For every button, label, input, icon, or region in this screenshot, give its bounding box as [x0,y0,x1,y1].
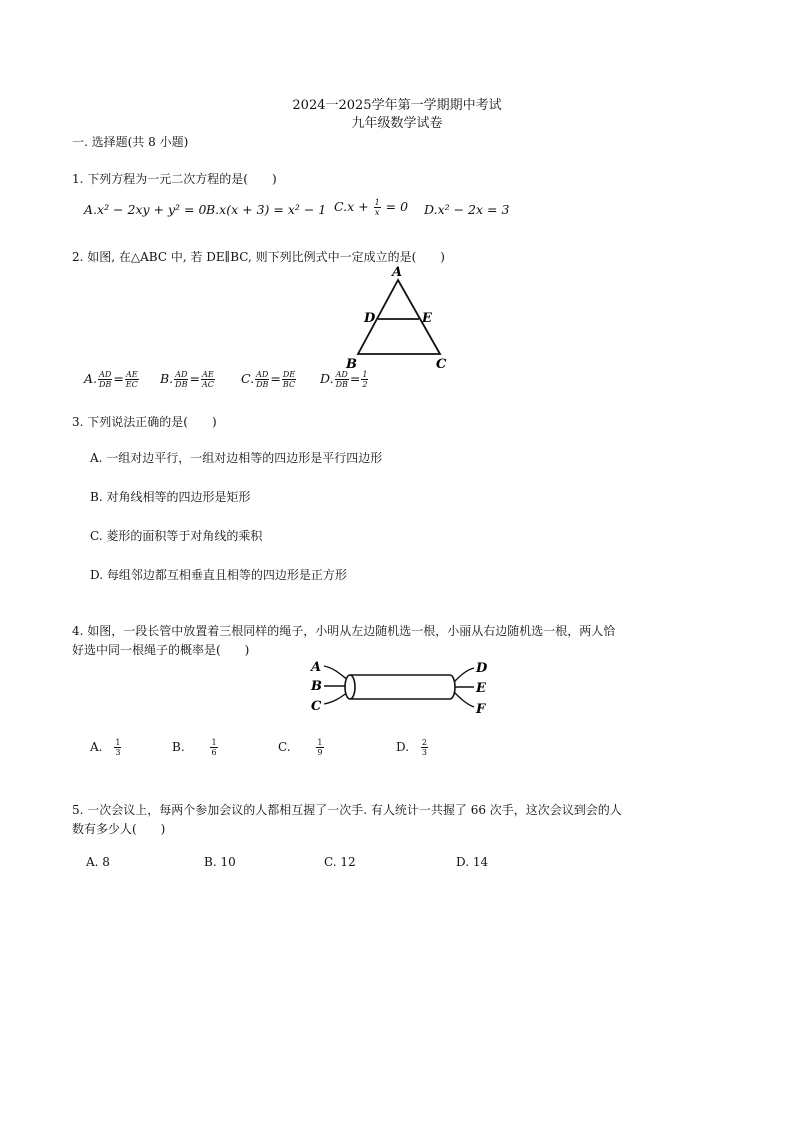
q5-option-d: D. 14 [456,855,489,869]
q5-stem-line1: 5. 一次会议上，每两个参加会议的人都相互握了一次手. 有人统计一共握了 66 次手，这次会议到会的人 [72,803,622,817]
q4-option-c-label: C. [278,740,291,754]
q2-d-den1: DB [335,380,348,389]
q1-option-c-post: = 0 [385,199,409,214]
q4-b-den: 6 [211,748,217,757]
q2-option-a-label: A. [84,371,98,386]
rope-left-c [324,692,348,704]
q3-option-c: C. 菱形的面积等于对角线的乘积 [90,529,263,543]
q4-stem-line1: 4. 如图，一段长管中放置着三根同样的绳子，小明从左边随机选一根，小丽从右边随机选一根，两人恰 [72,624,616,638]
rope-label-d: D [476,661,488,676]
q4-c-den: 9 [317,748,323,757]
q2-c-den1: DB [256,380,269,389]
q2-a-num1: AD [99,370,112,379]
q2-b-den1: DB [175,380,188,389]
q2-b-num2: AE [202,370,214,379]
q2-c-num1: AD [256,370,269,379]
q4-option-b-label: B. [172,740,185,754]
section-heading: 一. 选择题(共 8 小题) [72,135,189,149]
q2-option-b-label: B. [160,371,174,386]
q4-a-num: 1 [115,738,121,747]
q3-option-a: A. 一组对边平行，一组对边相等的四边形是平行四边形 [90,451,383,465]
rope-label-a: A [311,660,322,675]
q1-c-den: x [374,208,380,217]
exam-title: 2024一2025学年第一学期期中考试 [292,98,502,113]
q1-option-b-expr: x(x + 3) = x² − 1 [219,202,327,217]
label-c: C [436,357,447,372]
q2-a-den1: DB [99,380,112,389]
label-d: D [364,311,376,326]
q1-option-d-label: D. [424,202,438,217]
rope-right-f [454,692,474,707]
q1-c-num: 1 [374,198,380,207]
q2-d-num1: AD [335,370,348,379]
q1-option-a [84,202,206,217]
rope-label-c: C [311,699,322,714]
rope-label-e: E [476,681,486,696]
tube-figure [300,656,500,718]
q1-option-a-expr: x² − 2xy + y² = 0 [97,202,207,217]
q5-option-a: A. 8 [86,855,110,869]
q1-option-d-expr: x² − 2x = 3 [437,202,510,217]
q3-option-d: D. 每组邻边都互相垂直且相等的四边形是正方形 [90,568,347,582]
label-a: A [392,265,403,280]
q2-d-num2: 1 [362,370,368,379]
q4-option-c [278,738,325,757]
q5-option-c: C. 12 [324,855,356,869]
rope-label-b: B [311,679,322,694]
q4-option-a [90,738,122,757]
q1-stem: 1. 下列方程为一元二次方程的是( ) [72,172,277,186]
q5-option-b: B. 10 [204,855,236,869]
q2-d-den2: 2 [362,380,368,389]
q1-option-c-fraction [374,198,381,217]
rope-right-d [454,668,474,682]
q2-option-c-label: C. [241,371,255,386]
q4-d-num: 2 [421,738,427,747]
q1-option-c [334,198,408,217]
q2-a-den2: EC [125,380,138,389]
q4-b-num: 1 [211,738,217,747]
tube-left-end [345,675,355,699]
q4-option-b [172,738,219,757]
q1-option-d [424,202,509,217]
q2-a-num2: AE [125,370,138,379]
label-e: E [422,311,432,326]
q2-b-den2: AC [201,380,214,389]
label-b: B [346,357,357,372]
rope-left-a [324,666,348,680]
q3-option-b: B. 对角线相等的四边形是矩形 [90,490,251,504]
q4-option-d-label: D. [396,740,410,754]
tube-right-end [450,675,455,699]
triangle-figure [340,262,460,374]
q4-a-den: 3 [115,748,121,757]
q3-stem: 3. 下列说法正确的是( ) [72,415,217,429]
q1-option-b [206,202,326,217]
q4-c-num: 1 [317,738,323,747]
q2-c-num2: DE [282,370,296,379]
rope-label-f: F [476,702,486,717]
q2-option-d-label: D. [320,371,334,386]
q2-option-b: B. $\frac{AD}{DB}$ = $\frac{AE}{AC}$ [160,370,214,389]
q2-option-d: D. $\frac{AD}{DB}$ = $\frac{1}{2}$ [320,370,368,389]
q1-option-c-label: C. [334,199,348,214]
q1-option-c-pre: x + [347,199,369,214]
q4-d-den: 3 [421,748,427,757]
q2-stem: 2. 如图, 在△ABC 中, 若 DE∥BC, 则下列比例式中一定成立的是( ) [72,250,445,264]
q4-option-d [396,738,429,757]
q4-stem-line2: 好选中同一根绳子的概率是( ) [72,643,250,657]
q2-b-num1: AD [175,370,188,379]
q1-option-b-label: B. [206,202,220,217]
q4-option-a-label: A. [90,740,103,754]
q1-option-a-label: A. [84,202,98,217]
q5-stem-line2: 数有多少人( ) [72,822,166,836]
q2-option-a: A. $\frac{AD}{DB}$ = $\frac{AE}{EC}$ [84,370,138,389]
q2-option-c: C. $\frac{AD}{DB}$ = $\frac{DE}{BC}$ [241,370,296,389]
exam-subtitle: 九年级数学试卷 [351,116,443,131]
q2-c-den2: BC [282,380,296,389]
